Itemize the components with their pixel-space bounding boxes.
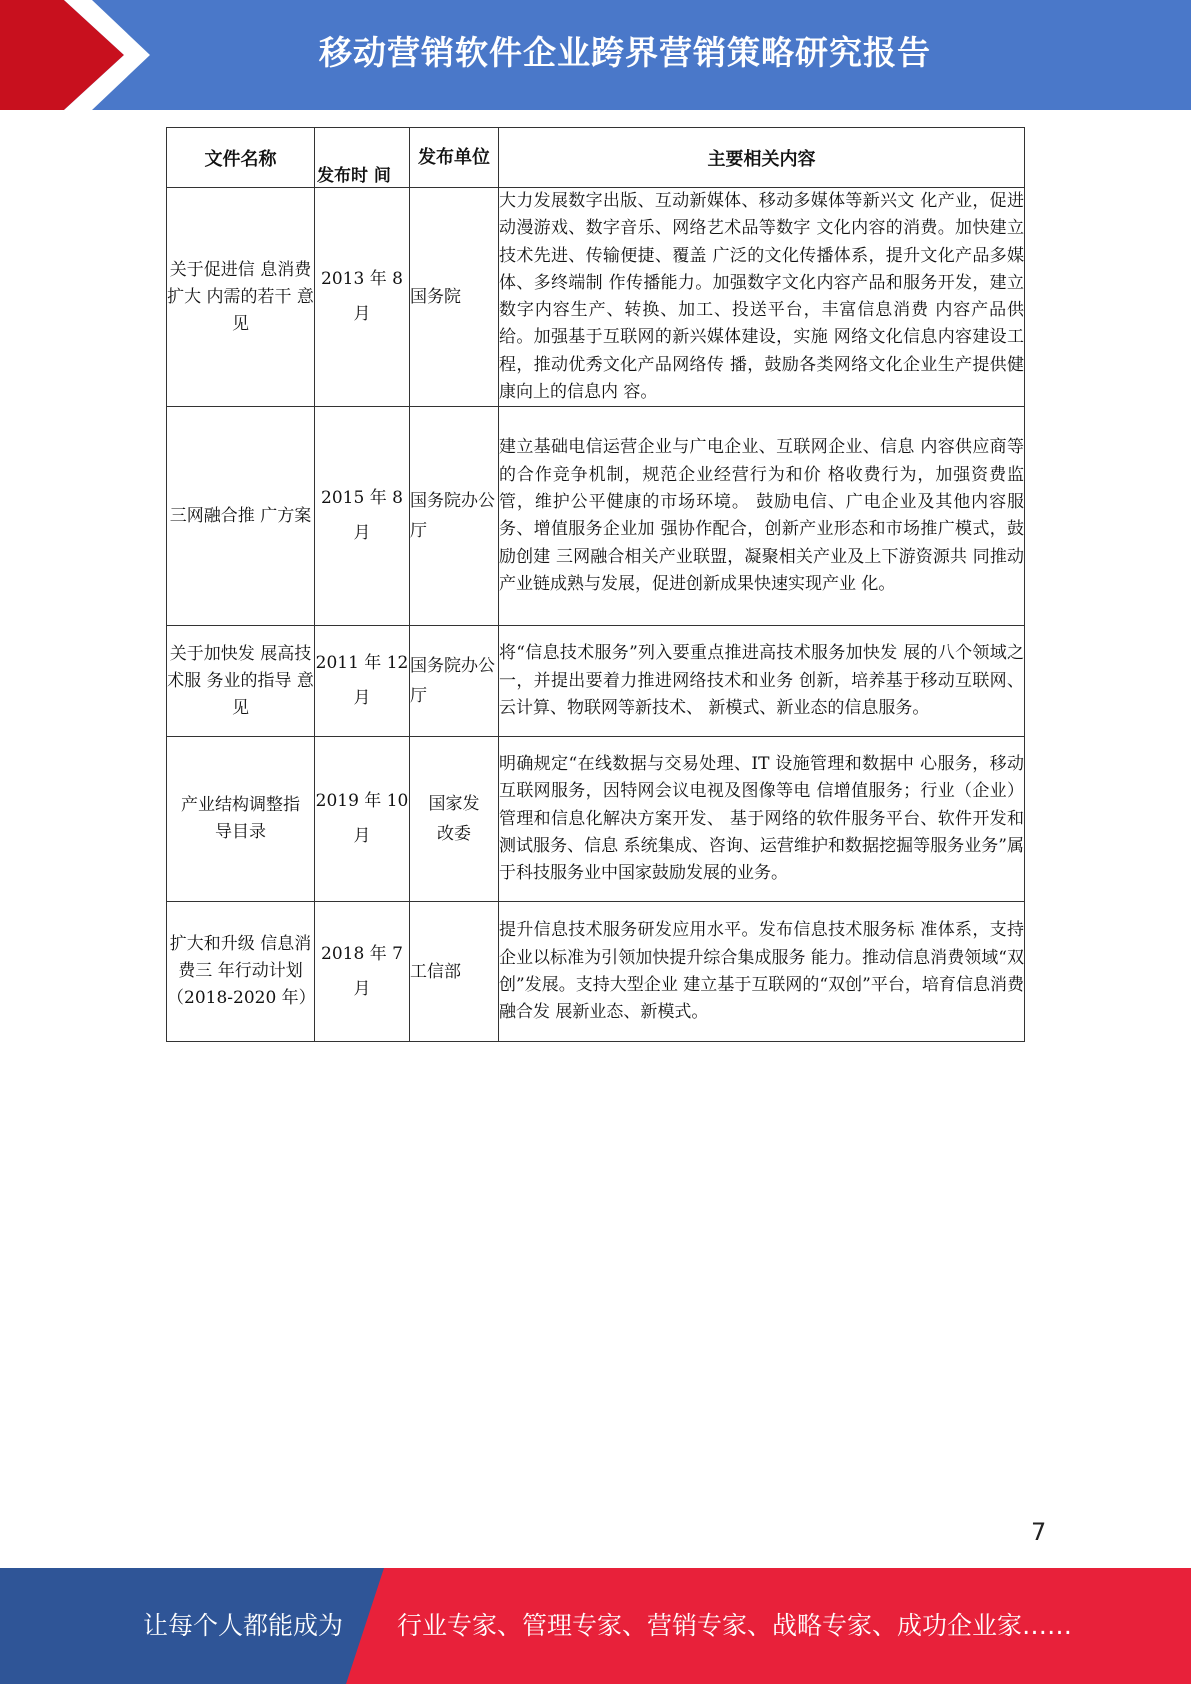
page-number: 7 (1031, 1518, 1047, 1546)
cell-file-name: 关于促进信 息消费扩大 内需的若干 意见 (167, 188, 315, 407)
table-row (167, 902, 1025, 1042)
cell-publish-date: 2013 年 8 月 (315, 188, 410, 407)
table-row (167, 407, 1025, 626)
cell-file-name: 关于加快发 展高技术服 务业的指导 意见 (167, 626, 315, 737)
policy-table (166, 127, 1025, 1042)
cell-file-name: 扩大和升级 信息消费三 年行动计划 （2018-2020 年） (167, 902, 315, 1042)
cell-publish-date: 2018 年 7 月 (315, 902, 410, 1042)
header-publish-date: 发布时 间 (315, 128, 410, 188)
footer-slogan-left: 让每个人都能成为 (143, 1611, 344, 1640)
cell-publisher: 国务院 (410, 188, 499, 407)
table-row (167, 626, 1025, 737)
cell-publisher: 国务院办公厅 (410, 407, 499, 626)
footer-banner (0, 1568, 1191, 1684)
header-banner (0, 0, 1191, 110)
cell-content: 提升信息技术服务研发应用水平。发布信息技术服务标 准体系，支持企业以标准为引领加快提升综合集成服务 能力。推动信息消费领域“双创”发展。支持大型企业 建立基于互联网的“双创”平台，培育信息消费融合发 展新业态、新模式。 (499, 902, 1025, 1042)
cell-publish-date: 2015 年 8 月 (315, 407, 410, 626)
cell-publish-date: 2019 年 10 月 (315, 737, 410, 902)
policy-table-wrapper (166, 127, 1025, 1042)
header-main-content: 主要相关内容 (499, 128, 1025, 188)
cell-publisher: 工信部 (410, 902, 499, 1042)
cell-content: 明确规定“在线数据与交易处理、IT 设施管理和数据中 心服务，移动互联网服务，因特网会议电视及图像等电 信增值服务；行业（企业）管理和信息化解决方案开发、 基于网络的软件服务平台、软件开发和测试服务、信息 系统集成、咨询、运营维护和数据挖掘等服务业务”属 于科技服务业中国家鼓励发展的业务。 (499, 737, 1025, 902)
table-header-row (167, 128, 1025, 188)
table-row (167, 188, 1025, 407)
header-file-name: 文件名称 (167, 128, 315, 188)
cell-publisher: 国务院办公厅 (410, 626, 499, 737)
cell-content: 建立基础电信运营企业与广电企业、互联网企业、信息 内容供应商等的合作竞争机制，规范企业经营行为和价 格收费行为，加强资费监管，维护公平健康的市场环境。 鼓励电信、广电企业及其他内容服务、增值服务企业加 强协作配合，创新产业形态和市场推广模式，鼓励创建 三网融合相关产业联盟，凝聚相关产业及上下游资源共 同推动产业链成熟与发展，促进创新成果快速实现产业 化。 (499, 407, 1025, 626)
table-row (167, 737, 1025, 902)
cell-file-name: 产业结构调整指导目录 (167, 737, 315, 902)
cell-content: 将“信息技术服务”列入要重点推进高技术服务加快发 展的八个领域之一，并提出要着力推进网络技术和业务 创新，培养基于移动互联网、云计算、物联网等新技术、 新模式、新业态的信息服务。 (499, 626, 1025, 737)
cell-content: 大力发展数字出版、互动新媒体、移动多媒体等新兴文 化产业，促进动漫游戏、数字音乐、网络艺术品等数字 文化内容的消费。加快建立技术先进、传输便捷、覆盖 广泛的文化传播体系，提升文化产品多媒体、多终端制 作传播能力。加强数字文化内容产品和服务开发，建立 数字内容生产、转换、加工、投送平台，丰富信息消费 内容产品供给。加强基于互联网的新兴媒体建设，实施 网络文化信息内容建设工程，推动优秀文化产品网络传 播，鼓励各类网络文化企业生产提供健康向上的信息内 容。 (499, 188, 1025, 407)
report-title: 移动营销软件企业跨界营销策略研究报告 (319, 33, 931, 72)
cell-file-name: 三网融合推 广方案 (167, 407, 315, 626)
cell-publisher: 国家发改委 (410, 737, 499, 902)
cell-publish-date: 2011 年 12 月 (315, 626, 410, 737)
footer-slogan-right: 行业专家、管理专家、营销专家、战略专家、成功企业家…… (397, 1611, 1073, 1640)
header-publisher: 发布单位 (410, 128, 499, 188)
